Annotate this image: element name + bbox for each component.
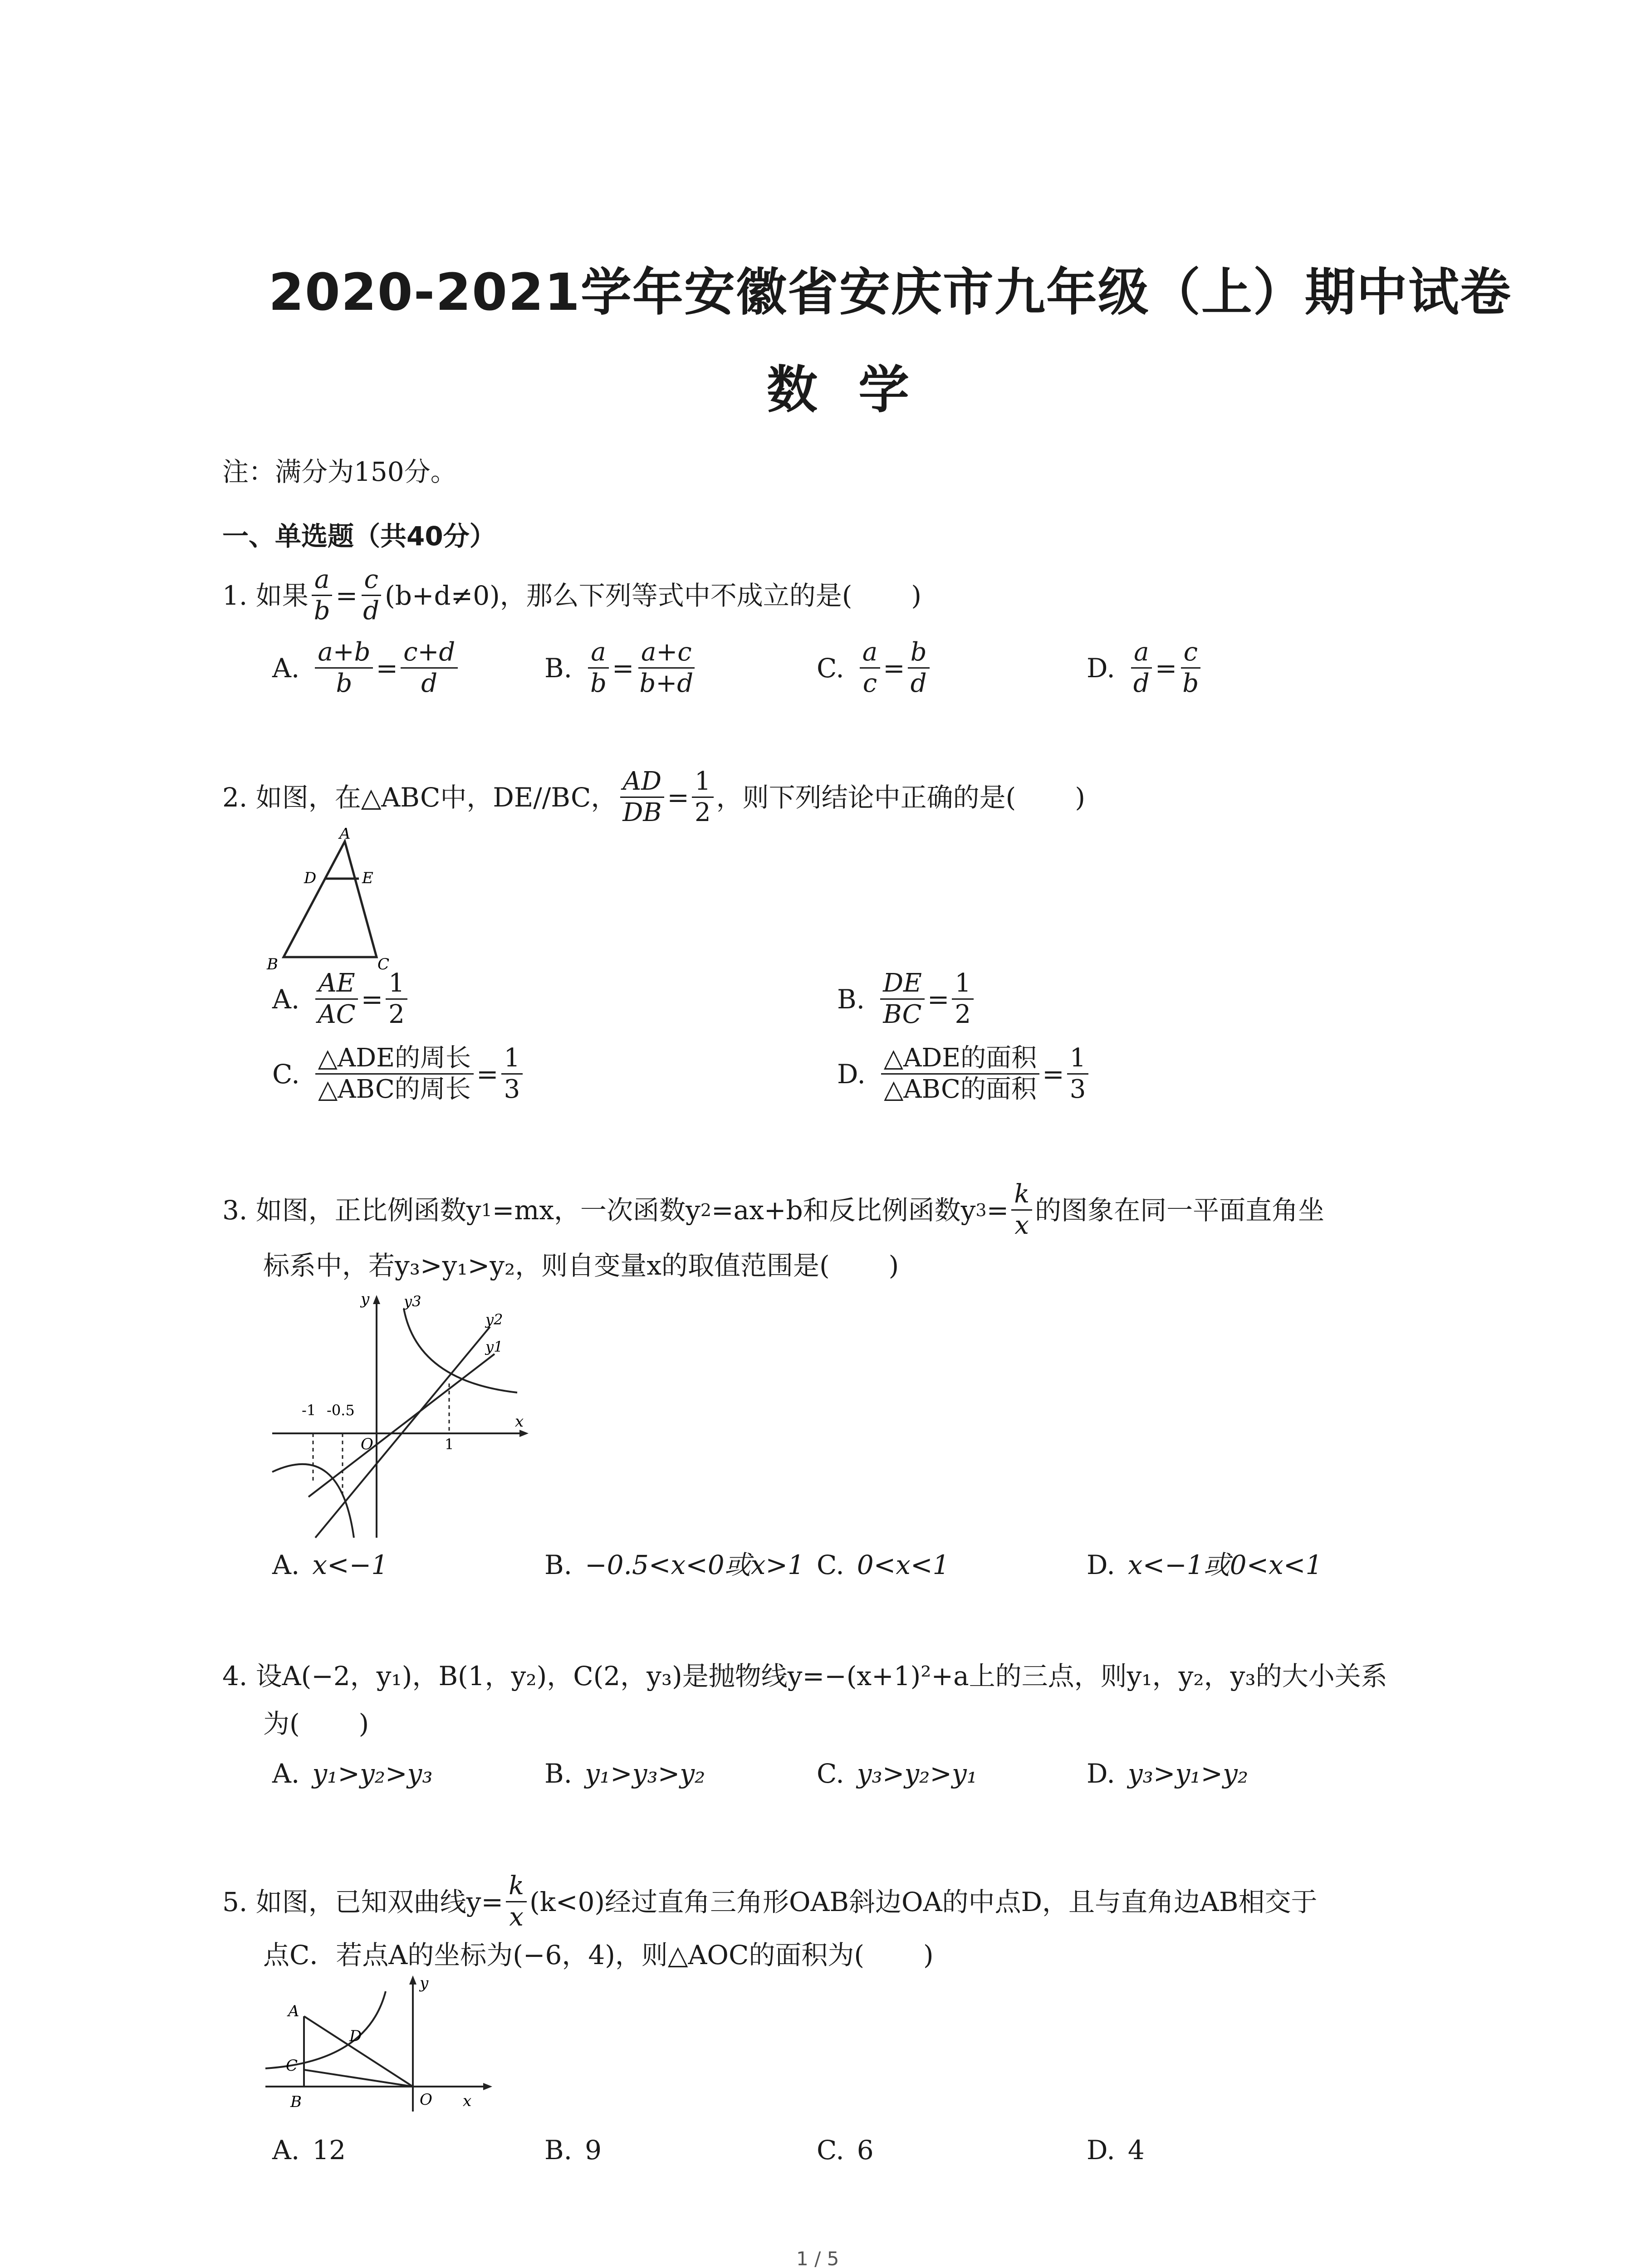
q5-option-b[interactable] bbox=[544, 2132, 602, 2168]
q1-opt-d-label: D. bbox=[1087, 652, 1115, 684]
q3-option-d[interactable] bbox=[1087, 1547, 1322, 1583]
q5-opt-c-label: C. bbox=[817, 2135, 844, 2165]
q5-text-a: 如图，已知双曲线y= bbox=[255, 1886, 504, 1917]
q3-text-e: 的图象在同一平面直角坐 bbox=[1035, 1194, 1325, 1226]
q3-opt-b-label: B. bbox=[544, 1549, 573, 1580]
q1-option-c[interactable]: C. $\frac{a}{c}$ = $\frac{b}{d}$ bbox=[817, 637, 932, 699]
q5-option-a[interactable] bbox=[272, 2132, 346, 2168]
q3-text-c: =ax+b和反比例函数y bbox=[711, 1194, 976, 1226]
q3-opt-c-text: 0<x<1 bbox=[857, 1549, 950, 1580]
q2-option-c[interactable]: C. $\frac{\text{△ADE的周长}}{\text{△ABC的周长}}$ = $\frac{1}{3}$ bbox=[272, 1043, 525, 1105]
question-3-line-1: 3. 如图，正比例函数y 1 =mx，一次函数y 2 =ax+b和反比例函数y 3 = $\frac{k}{x}$ 的图象在同一平面直角坐 bbox=[222, 1179, 1325, 1240]
q1-condition: (b+d≠0)，那么下列等式中不成立的是( bbox=[385, 580, 852, 611]
q2-number: 2. bbox=[222, 782, 248, 813]
section-heading: 一、单选题（共40分） bbox=[222, 521, 496, 552]
q3-axis-x-label: x bbox=[515, 1413, 524, 1431]
q1-option-a[interactable]: A. $\frac{a+b}{b}$ = $\frac{c+d}{d}$ bbox=[272, 637, 460, 699]
q3-tick-minus-1: -1 bbox=[302, 1402, 316, 1419]
q1-close-paren: ) bbox=[911, 580, 922, 611]
question-4-line-2 bbox=[263, 1706, 369, 1742]
q1-prefix: 如果 bbox=[255, 580, 309, 611]
q4-opt-a-label: A. bbox=[272, 1758, 300, 1789]
q1-number: 1. bbox=[222, 580, 248, 611]
q5-text-line2: 点C．若点A的坐标为(−6，4)，则△AOC的面积为( bbox=[263, 1940, 864, 1970]
q4-option-c[interactable] bbox=[817, 1755, 977, 1792]
q4-opt-b-label: B. bbox=[544, 1758, 573, 1789]
q5-label-a: A bbox=[288, 2002, 299, 2020]
q2-c-denominator: △ABC的周长 bbox=[318, 1075, 471, 1104]
q5-opt-c-text: 6 bbox=[857, 2135, 874, 2165]
page-number: 1 / 5 bbox=[796, 2248, 839, 2268]
q3-text-b: =mx，一次函数y bbox=[492, 1194, 700, 1226]
q5-opt-a-text: 12 bbox=[312, 2135, 346, 2165]
q2-opt-a-label: A. bbox=[272, 983, 300, 1015]
q1-frac-c-d: $\frac{c}{d}$ bbox=[360, 565, 382, 626]
q3-opt-a-text: x<−1 bbox=[312, 1549, 388, 1580]
q2-text-start: 如图，在△ABC中，DE//BC， bbox=[255, 782, 617, 813]
q4-option-a[interactable] bbox=[272, 1755, 433, 1792]
q2-option-b[interactable]: B. $\frac{DE}{BC}$ = $\frac{1}{2}$ bbox=[837, 968, 976, 1030]
q2-option-d[interactable]: D. $\frac{\text{△ADE的面积}}{\text{△ABC的面积}}$ = $\frac{1}{3}$ bbox=[837, 1043, 1091, 1105]
q5-opt-b-text: 9 bbox=[585, 2135, 602, 2165]
q2-label-e: E bbox=[362, 869, 373, 887]
q3-option-a[interactable] bbox=[272, 1547, 388, 1583]
q3-option-b[interactable] bbox=[544, 1547, 804, 1583]
q4-opt-b-text: y₁>y₃>y₂ bbox=[585, 1758, 705, 1789]
q3-text-d: = bbox=[986, 1194, 1009, 1226]
q3-close-paren: ) bbox=[888, 1250, 899, 1281]
question-3-line-2 bbox=[263, 1247, 899, 1284]
q5-option-d[interactable] bbox=[1087, 2132, 1145, 2168]
q4-option-d[interactable] bbox=[1087, 1755, 1248, 1792]
q2-label-a: A bbox=[339, 828, 351, 843]
q3-number: 3. bbox=[222, 1194, 248, 1226]
q5-opt-b-label: B. bbox=[544, 2135, 573, 2165]
q3-axis-y-label: y bbox=[361, 1290, 370, 1308]
q4-opt-d-text: y₃>y₁>y₂ bbox=[1127, 1758, 1249, 1789]
q4-opt-c-label: C. bbox=[817, 1758, 844, 1789]
q3-origin-label: O bbox=[361, 1435, 373, 1453]
q5-opt-a-label: A. bbox=[272, 2135, 300, 2165]
q3-opt-b-text: −0.5<x<0或x>1 bbox=[585, 1549, 804, 1580]
q2-c-numerator: △ADE的周长 bbox=[315, 1043, 474, 1075]
q3-option-c[interactable] bbox=[817, 1547, 949, 1583]
q3-tick-minus-0-5: -0.5 bbox=[327, 1402, 355, 1419]
q5-opt-d-text: 4 bbox=[1127, 2135, 1145, 2165]
q4-close-paren: ) bbox=[358, 1708, 369, 1739]
q5-close-paren: ) bbox=[923, 1940, 934, 1970]
q5-option-c[interactable] bbox=[817, 2132, 874, 2168]
q3-opt-a-label: A. bbox=[272, 1549, 300, 1580]
page-title: 2020-2021学年安徽省安庆市九年级（上）期中试卷 bbox=[269, 263, 1512, 322]
q2-ratio-ad-db: $\frac{AD}{DB}$ bbox=[620, 767, 664, 828]
q2-option-a[interactable]: A. $\frac{AE}{AC}$ = $\frac{1}{2}$ bbox=[272, 968, 410, 1030]
question-2: 2. 如图，在△ABC中，DE//BC， $\frac{AD}{DB}$ = $\frac{1}{2}$ ，则下列结论中正确的是( ) bbox=[222, 767, 1085, 827]
q1-option-d[interactable]: D. $\frac{a}{d}$ = $\frac{c}{b}$ bbox=[1087, 637, 1204, 699]
q4-opt-d-label: D. bbox=[1087, 1758, 1115, 1789]
q2-d-denominator: △ABC的面积 bbox=[884, 1075, 1037, 1104]
q3-function-graph bbox=[263, 1290, 535, 1545]
q3-opt-c-label: C. bbox=[817, 1549, 844, 1580]
q3-text-line2: 标系中，若y₃>y₁>y₂，则自变量x的取值范围是( bbox=[263, 1250, 830, 1281]
q2-label-b: B bbox=[267, 955, 278, 973]
q2-text-end: ，则下列结论中正确的是( bbox=[716, 782, 1016, 813]
q2-opt-b-label: B. bbox=[837, 983, 865, 1015]
question-5-line-2 bbox=[263, 1937, 934, 1973]
q4-option-b[interactable] bbox=[544, 1755, 705, 1792]
q2-ratio-value: $\frac{1}{2}$ bbox=[692, 767, 714, 828]
q1-frac-a-b: $\frac{a}{b}$ bbox=[311, 565, 333, 626]
q2-opt-d-label: D. bbox=[837, 1058, 866, 1090]
question-5-line-1 bbox=[222, 1871, 1318, 1932]
q5-hyperbola-figure bbox=[263, 1971, 499, 2121]
q5-frac-k-x: $\frac{k}{x}$ bbox=[506, 1871, 527, 1932]
q5-label-b: B bbox=[290, 2093, 302, 2111]
q4-text-line1: 设A(−2，y₁)，B(1，y₂)，C(2，y₃)是抛物线y=−(x+1)²+a上的三点，则y₁，y₂，y₃的大小关系 bbox=[255, 1661, 1387, 1691]
q5-number: 5. bbox=[222, 1886, 248, 1917]
q1-option-b[interactable]: B. $\frac{a}{b}$ = $\frac{a+c}{b+d}$ bbox=[544, 637, 699, 699]
q4-number: 4. bbox=[222, 1661, 248, 1691]
q2-label-c: C bbox=[377, 955, 390, 973]
q3-curve-y3-label: y3 bbox=[404, 1293, 421, 1310]
q2-opt-c-label: C. bbox=[272, 1058, 300, 1090]
question-4-line-1 bbox=[222, 1658, 1387, 1694]
q4-opt-a-text: y₁>y₂>y₃ bbox=[312, 1758, 433, 1789]
q3-opt-d-text: x<−1或0<x<1 bbox=[1127, 1549, 1323, 1580]
q3-opt-d-label: D. bbox=[1087, 1549, 1115, 1580]
q5-text-b: (k<0)经过直角三角形OAB斜边OA的中点D，且与直角边AB相交于 bbox=[529, 1886, 1318, 1917]
q2-label-d: D bbox=[304, 869, 317, 887]
score-note: 注：满分为150分。 bbox=[222, 456, 457, 487]
q5-origin-label: O bbox=[420, 2091, 432, 2109]
q4-opt-c-text: y₃>y₂>y₁ bbox=[857, 1758, 977, 1789]
q3-frac-k-x: $\frac{k}{x}$ bbox=[1011, 1179, 1032, 1241]
q2-d-numerator: △ADE的面积 bbox=[881, 1043, 1039, 1075]
q1-opt-a-label: A. bbox=[272, 652, 300, 684]
q5-label-c: C bbox=[286, 2057, 298, 2075]
q4-text-line2: 为( bbox=[263, 1708, 300, 1739]
q5-axis-x-label: x bbox=[463, 2092, 472, 2110]
subject-title: 数学 bbox=[767, 361, 950, 420]
q2-triangle-figure bbox=[259, 828, 408, 973]
q5-opt-d-label: D. bbox=[1087, 2135, 1115, 2165]
q5-axis-y-label: y bbox=[420, 1974, 429, 1992]
q3-line-y2-label: y2 bbox=[485, 1311, 503, 1328]
q3-tick-1: 1 bbox=[445, 1436, 454, 1453]
q5-label-d: D bbox=[349, 2027, 362, 2045]
q1-opt-b-label: B. bbox=[544, 652, 573, 684]
q3-line-y1-label: y1 bbox=[485, 1338, 503, 1355]
q3-text-a: 如图，正比例函数y bbox=[255, 1194, 481, 1226]
q2-close-paren: ) bbox=[1075, 782, 1085, 813]
question-1: 1. 如果 $\frac{a}{b}$ = $\frac{c}{d}$ (b+d≠0)，那么下列等式中不成立的是( ) bbox=[222, 565, 922, 626]
q1-opt-c-label: C. bbox=[817, 652, 844, 684]
